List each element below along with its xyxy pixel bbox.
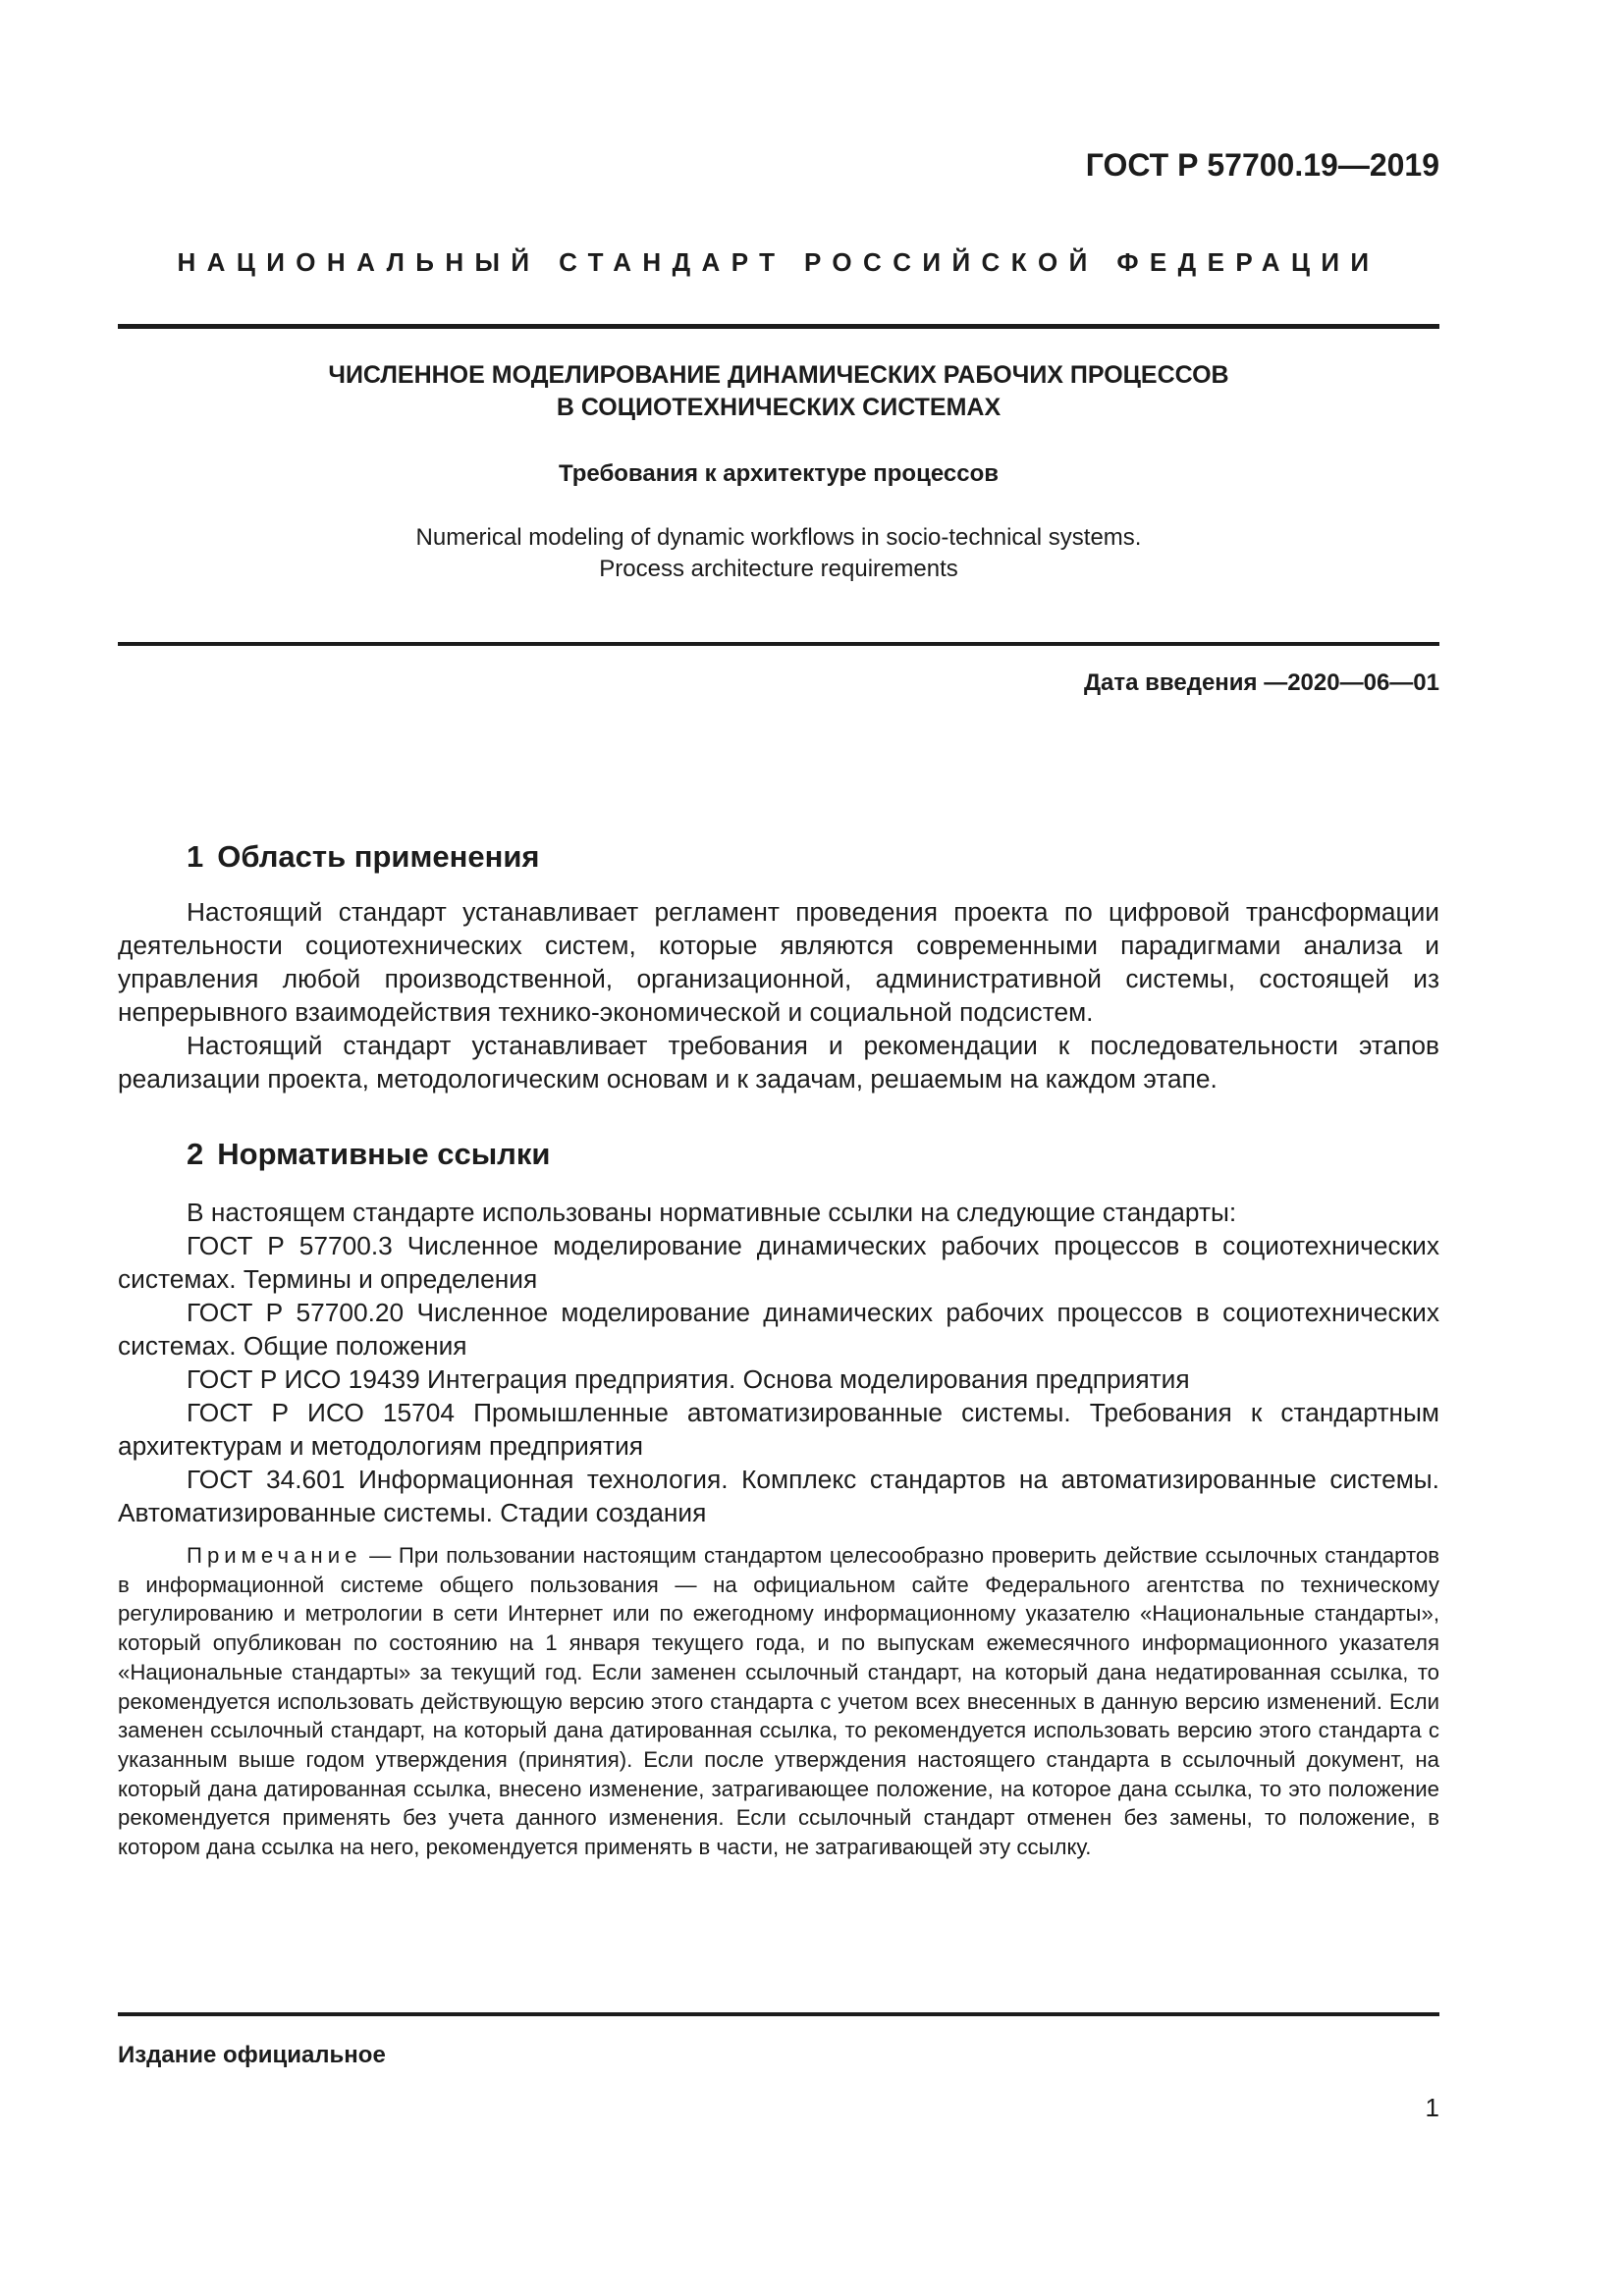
title-rule bbox=[118, 642, 1439, 646]
section-1-title: Область применения bbox=[217, 839, 540, 874]
reference-item: ГОСТ Р ИСО 15704 Промышленные автоматизированные системы. Требования к стандартным архитектурам и методологиям предприятия bbox=[118, 1398, 1439, 1461]
note-paragraph bbox=[118, 1541, 1439, 1862]
page-number: 1 bbox=[1425, 2093, 1439, 2122]
section-2-intro: В настоящем стандарте использованы нормативные ссылки на следующие стандарты: bbox=[187, 1198, 1237, 1227]
section-2-title: Нормативные ссылки bbox=[217, 1137, 551, 1171]
national-standard-title: НАЦИОНАЛЬНЫЙ СТАНДАРТ РОССИЙСКОЙ ФЕДЕРАЦИИ bbox=[177, 247, 1380, 277]
document-title bbox=[118, 359, 1439, 424]
reference-item: ГОСТ Р ИСО 19439 Интеграция предприятия. Основа моделирования предприятия bbox=[187, 1364, 1190, 1394]
note-label: Примечание bbox=[187, 1543, 362, 1568]
english-title-line-1: Numerical modeling of dynamic workflows in socio-technical systems. bbox=[415, 524, 1142, 551]
document-subtitle: Требования к архитектуре процессов bbox=[559, 460, 999, 487]
section-2-heading bbox=[187, 1137, 550, 1172]
edition-label: Издание официальное bbox=[118, 2042, 386, 2068]
section-2-number: 2 bbox=[187, 1137, 204, 1171]
section-1-number: 1 bbox=[187, 839, 204, 874]
reference-item: ГОСТ Р 57700.20 Численное моделирование динамических рабочих процессов в социотехнических системах. Общие положения bbox=[118, 1298, 1439, 1361]
document-title-line-1: ЧИСЛЕННОЕ МОДЕЛИРОВАНИЕ ДИНАМИЧЕСКИХ РАБОЧИХ ПРОЦЕССОВ bbox=[328, 361, 1229, 389]
note-text: — При пользовании настоящим стандартом целесообразно проверить действие ссылочных стандартов в информационной системе общего пользования — на официальном сайте Федерального агентства по техническому регулированию и метрологии в сети Интернет или по ежегодному информационному указателю «Национальные стандарты», который опубликован по состоянию на 1 января текущего года, и по выпускам ежемесячного информационного указателя «Национальные стандарты» за текущий год. Если заменен ссылочный стандарт, на который дана недатированная ссылка, то рекомендуется использовать действующую версию этого стандарта с учетом всех внесенных в данную версию изменений. Если заменен ссылочный стандарт, на который дана датированная ссылка, то рекомендуется использовать версию этого стандарта с указанным выше годом утверждения (принятия). Если после утверждения настоящего стандарта в ссылочный документ, на который дана датированная ссылка, внесено изменение, затрагивающее положение, на которое дана ссылка, то это положение рекомендуется применять без учета данного изменения. Если ссылочный стандарт отменен без замены, то положение, в котором дана ссылка на него, рекомендуется применять в части, не затрагивающей эту ссылку. bbox=[118, 1543, 1439, 1860]
english-title-line-2: Process architecture requirements bbox=[599, 556, 958, 582]
section-1-heading bbox=[187, 839, 540, 875]
reference-item: ГОСТ 34.601 Информационная технология. Комплекс стандартов на автоматизированные системы. Автоматизированные системы. Стадии создания bbox=[118, 1465, 1439, 1527]
section-1-paragraph-2: Настоящий стандарт устанавливает требования и рекомендации к последовательности этапов реализации проекта, методологическим основам и к задачам, решаемым на каждом этапе. bbox=[118, 1031, 1439, 1094]
introduction-date: Дата введения —2020—06—01 bbox=[1083, 669, 1439, 696]
reference-item: ГОСТ Р 57700.3 Численное моделирование динамических рабочих процессов в социотехнических системах. Термины и определения bbox=[118, 1231, 1439, 1294]
standard-number: ГОСТ Р 57700.19—2019 bbox=[1085, 147, 1439, 183]
section-1-paragraph-1: Настоящий стандарт устанавливает регламент проведения проекта по цифровой трансформации деятельности социотехнических систем, которые являются современными парадигмами анализа и управления любой производственной, организационной, административной системы, состоящей из непрерывного взаимодействия технико-экономической и социальной подсистем. bbox=[118, 897, 1439, 1027]
footer-rule bbox=[118, 2012, 1439, 2016]
english-title bbox=[118, 522, 1439, 585]
top-rule bbox=[118, 324, 1439, 329]
document-title-line-2: В СОЦИОТЕХНИЧЕСКИХ СИСТЕМАХ bbox=[556, 394, 1001, 421]
